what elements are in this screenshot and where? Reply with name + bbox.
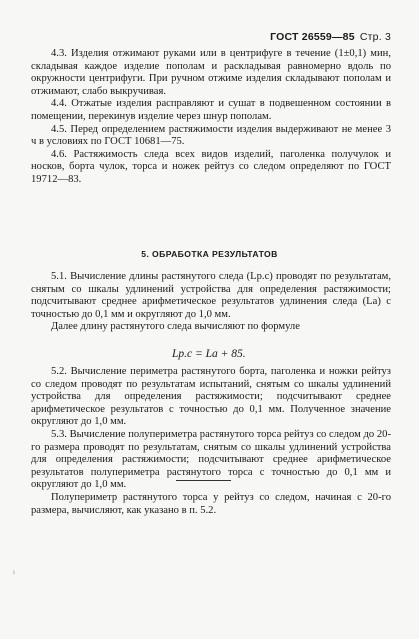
paragraph-5-1: 5.1. Вычисление длины растянутого следа (Lр.с) проводят по результатам, снятым со шкалы удлинений устройства для определения растяжимости; подсчитывают среднее арифметическое результатов удлинения следа (Lа) с точностью до 0,1 мм и округляют до 1,0 мм. xyxy=(31,271,391,320)
paragraph-4-3: 4.3. Изделия отжимают руками или в центрифуге в течение (1±0,1) мин, складывая каждое изделие пополам и раскладывая равномерно вдоль по окружности центрифуги. При ручном отжиме изделия складывают пополам и отжимают, слабо выкручивая. xyxy=(31,48,391,97)
page-number: Стр. 3 xyxy=(359,31,391,43)
formula: Lр.с = Lа + 85. xyxy=(172,348,246,360)
standard-number: ГОСТ 26559—85 xyxy=(270,31,355,43)
scan-mark: ı xyxy=(13,568,15,576)
paragraph-5-3: 5.3. Вычисление полупериметра растянутого торса рейтуз со следом до 20-го размера проводят по результатам, снятым со шкалы удлинений устройства для определения растяжимости; подсчитывают среднее арифметическое результатов полупериметра растянутого торса с точностью до 0,1 мм и округляют до 1,0 мм. xyxy=(31,428,391,491)
end-rule xyxy=(176,480,231,481)
paragraph-formula-intro: Далее длину растянутого следа вычисляют по формуле xyxy=(51,321,300,333)
section-title: 5. ОБРАБОТКА РЕЗУЛЬТАТОВ xyxy=(141,249,278,259)
paragraph-5-2: 5.2. Вычисление периметра растянутого борта, паголенка и ножки рейтуз со следом проводят по результатам испытаний, снятым со шкалы удлинений устройства для определения растяжимости; подсчитывают среднее арифметическое результатов с точностью до 0,1 мм. Полученное значение округляют до 1,0 мм. xyxy=(31,366,391,428)
paragraphs-section-5-2 xyxy=(31,366,391,517)
paragraph-4-4: 4.4. Отжатые изделия расправляют и сушат в подвешенном состоянии в помещении, перекинув изделие через шнур пополам. xyxy=(31,98,391,122)
page-header xyxy=(270,31,391,43)
paragraph-4-6: 4.6. Растяжимость следа всех видов изделий, паголенка получулок и носков, борта чулок, торса и ножек рейтуз со следом определяют по ГОСТ 19712—83. xyxy=(31,148,391,185)
paragraph-semiperimeter: Полупериметр растянутого торса у рейтуз со следом, начиная с 20-го размера, вычисляют, как указано в п. 5.2. xyxy=(31,491,391,516)
paragraphs-section-4 xyxy=(31,48,391,187)
paragraph-4-5: 4.5. Перед определением растяжимости изделия выдерживают не менее 3 ч в условиях по ГОСТ 10681—75. xyxy=(31,123,391,148)
paragraphs-section-5-1 xyxy=(31,271,391,334)
